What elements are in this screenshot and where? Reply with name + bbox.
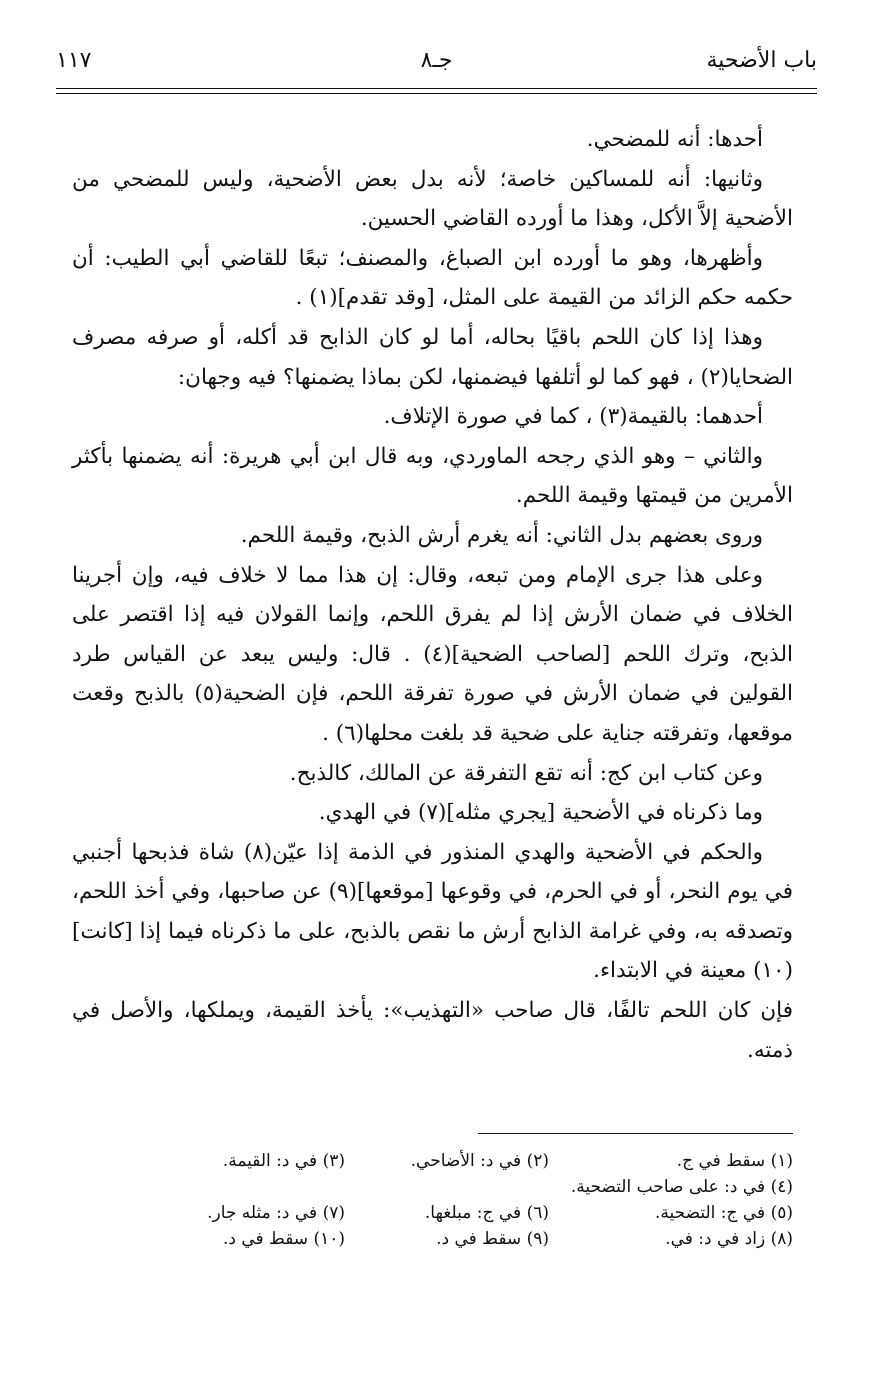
- footnote: (٩) سقط في د.: [436, 1229, 549, 1249]
- paragraph: فإن كان اللحم تالفًا، قال صاحب «التهذيب»: يأخذ القيمة، ويملكها، والأصل في ذمته.: [72, 998, 793, 1063]
- footnote: (٢) في د: الأضاحي.: [410, 1151, 549, 1171]
- paragraph: وأظهرها، وهو ما أورده ابن الصباغ، والمصنف؛ تبعًا للقاضي أبي الطيب: أن حكمه حكم الزائد من القيمة على المثل، [وقد تقدم](١) .: [72, 245, 793, 311]
- paragraph: وثانيها: أنه للمساكين خاصة؛ لأنه بدل بعض الأضحية، وليس للمضحي من الأضحية إلاَّ الأكل، وهذا ما أورده القاضي الحسين.: [72, 166, 793, 232]
- paragraph: وروى بعضهم بدل الثاني: أنه يغرم أرش الذبح، وقيمة اللحم.: [240, 522, 763, 548]
- running-header: [56, 48, 817, 88]
- paragraph: والحكم في الأضحية والهدي المنذور في الذمة إذا عيّن(٨) شاة فذبحها أجنبي في يوم النحر، أو في الحرم، في وقوعها [موقعها](٩) عن صاحبها، وفي أخذ اللحم، وتصدقه به، وفي غرامة الذابح أرش ما نقص بالذبح، على ما ذكرناه فيما إذا [كانت](١٠) معينة في الابتداء.: [72, 839, 793, 984]
- footnote: (٤) في د: على صاحب التضحية.: [570, 1177, 793, 1197]
- paragraph: وعن كتاب ابن كج: أنه تقع التفرقة عن المالك، كالذبح.: [289, 760, 763, 786]
- footnote-row: [80, 1226, 793, 1252]
- paragraph: وهذا إذا كان اللحم باقيًا بحاله، أما لو كان الذابح قد أكله، أو صرفه مصرف الضحايا(٢) ، فهو كما لو أتلفها فيضمنها، لكن بماذا يضمنها؟ فيه وجهان:: [72, 324, 793, 390]
- footnote-row: [80, 1148, 793, 1174]
- footnote-row: [80, 1200, 793, 1226]
- paragraph: والثاني – وهو الذي رجحه الماوردي، وبه قال ابن أبي هريرة: أنه يضمنها بأكثر الأمرين من قيمتها وقيمة اللحم.: [72, 443, 793, 509]
- footnote: (٦) في ج: مبلغها.: [424, 1203, 549, 1223]
- footnote: (٧) في د: مثله جار.: [207, 1203, 345, 1223]
- volume-label: جـ٨: [420, 48, 453, 73]
- footnote-separator: [478, 1133, 793, 1134]
- footnote: (٣) في د: القيمة.: [222, 1151, 345, 1171]
- page-number: ١١٧: [56, 48, 92, 73]
- header-rule-thin: [56, 93, 817, 94]
- paragraph: وعلى هذا جرى الإمام ومن تبعه، وقال: إن هذا مما لا خلاف فيه، وإن أجرينا الخلاف في ضمان الأرش إذا لم يفرق اللحم، وإنما القولان فيه إذا اقتصر على الذبح، وترك اللحم [لصاحب الضحية](٤) . قال: وليس يبعد عن القياس طرد القولين في ضمان الأرش في صورة تفرقة اللحم، فإن الضحية(٥) بالذبح وقعت موقعها، وتفرقته جناية على ضحية قد بلغت محلها(٦) .: [72, 562, 794, 746]
- footnote: (٨) زاد في د: في.: [665, 1229, 793, 1249]
- footnote: (١٠) سقط في د.: [222, 1229, 345, 1249]
- footnotes: [80, 1148, 793, 1252]
- paragraph: أحدها: أنه للمضحي.: [586, 127, 763, 152]
- footnote: (١) سقط في ج.: [676, 1151, 793, 1171]
- paragraph: أحدهما: بالقيمة(٣) ، كما في صورة الإتلاف.: [383, 404, 763, 430]
- footnote: (٥) في ج: التضحية.: [654, 1203, 793, 1223]
- chapter-title: باب الأضحية: [706, 48, 817, 73]
- main-text: [72, 120, 793, 1070]
- footnote-row: [80, 1174, 793, 1200]
- paragraph: وما ذكرناه في الأضحية [يجري مثله](٧) في الهدي.: [318, 800, 763, 826]
- header-rule-thick: [56, 88, 817, 89]
